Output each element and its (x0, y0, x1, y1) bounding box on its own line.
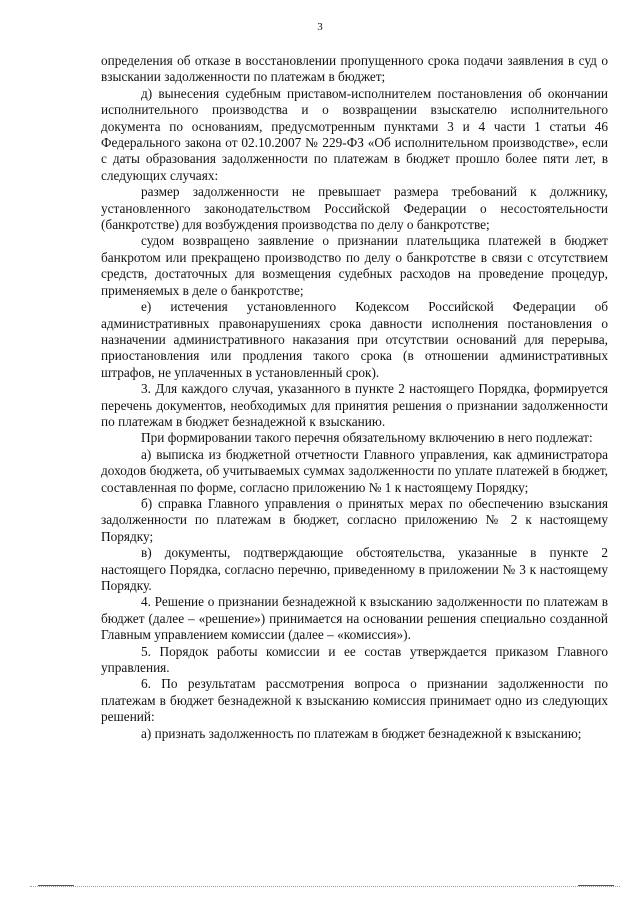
paragraph-item-6: 6. По результатам рассмотрения вопроса о признании задолженности по платежам в бюджет безнадежной к взысканию комиссия принимает одно из следующих решений: (101, 676, 608, 725)
paragraph-item-5: 5. Порядок работы комиссии и ее состав утверждается приказом Главного управления. (101, 643, 608, 676)
paragraph-decision-a: а) признать задолженность по платежам в бюджет безнадежной к взысканию; (141, 725, 582, 741)
paragraph-continuation: определения об отказе в восстановлении пропущенного срока подачи заявления в суд о взыскании задолженности по платежам в бюджет; (101, 53, 608, 85)
footer-rule-mark (578, 885, 614, 886)
paragraph-item-4: 4. Решение о признании безнадежной к взысканию задолженности по платежам в бюджет (далее – «решение») принимается на основании решения специально созданной Главным управлением комиссии (далее – «комиссия»). (101, 594, 608, 643)
paragraph-case-court-return: судом возвращено заявление о признании плательщика платежей в бюджет банкротом или прекращено производство по делу о банкротстве в связи с отсутствием средств, достаточных для возмещения судебных расходов на проведение процедур, применяемых в деле о банкротстве; (101, 233, 608, 298)
document-body (101, 53, 608, 742)
paragraph-case-debt-size: размер задолженности не превышает размера требований к должнику, установленного законодательством Российской Федерации о несостоятельности (банкротстве) для возбуждения производства по делу о банкротстве; (101, 184, 608, 233)
page-number: 3 (317, 21, 323, 33)
paragraph-subitem-d: д) вынесения судебным приставом-исполнителем постановления об окончании исполнительного производства и о возвращении взыскателю исполнительного документа по основаниям, предусмотренным пунктами 3 и 4 части 1 статьи 46 Федерального закона от 02.10.2007 № 229-ФЗ «Об исполнительном производстве», если с даты образования задолженности по платежам в бюджет прошло более пяти лет, в следующих случаях: (101, 85, 608, 183)
paragraph-subitem-v: в) документы, подтверждающие обстоятельства, указанные в пункте 2 настоящего Порядка, согласно перечню, приведенному в приложении № 3 к настоящему Порядку. (101, 545, 608, 593)
paragraph-list-intro: При формировании такого перечня обязательному включению в него подлежат: (141, 430, 593, 446)
paragraph-subitem-b: б) справка Главного управления о принятых мерах по обеспечению взыскания задолженности по платежам в бюджет, согласно приложению № 2 к настоящему Порядку; (101, 495, 608, 544)
paragraph-subitem-e: е) истечения установленного Кодексом Российской Федерации об административных правонарушениях срока давности исполнения постановления о назначении административного наказания при отсутствии оснований для перерыва, приостановления или продления такого срока (в отношении административных штрафов, не уплаченных в установленный срок). (101, 299, 608, 380)
footer-rule-mark (38, 885, 74, 886)
paragraph-subitem-a: а) выписка из бюджетной отчетности Главного управления, как администратора доходов бюджета, об учитываемых суммах задолженности по уплате платежей в бюджет, составленная по форме, согласно приложению № 1 к настоящему Порядку; (101, 446, 608, 495)
footer-rule (30, 886, 620, 887)
paragraph-item-3: 3. Для каждого случая, указанного в пункте 2 настоящего Порядка, формируется перечень документов, необходимых для принятия решения о признании задолженности по платежам в бюджет безнадежной к взысканию. (101, 381, 608, 429)
